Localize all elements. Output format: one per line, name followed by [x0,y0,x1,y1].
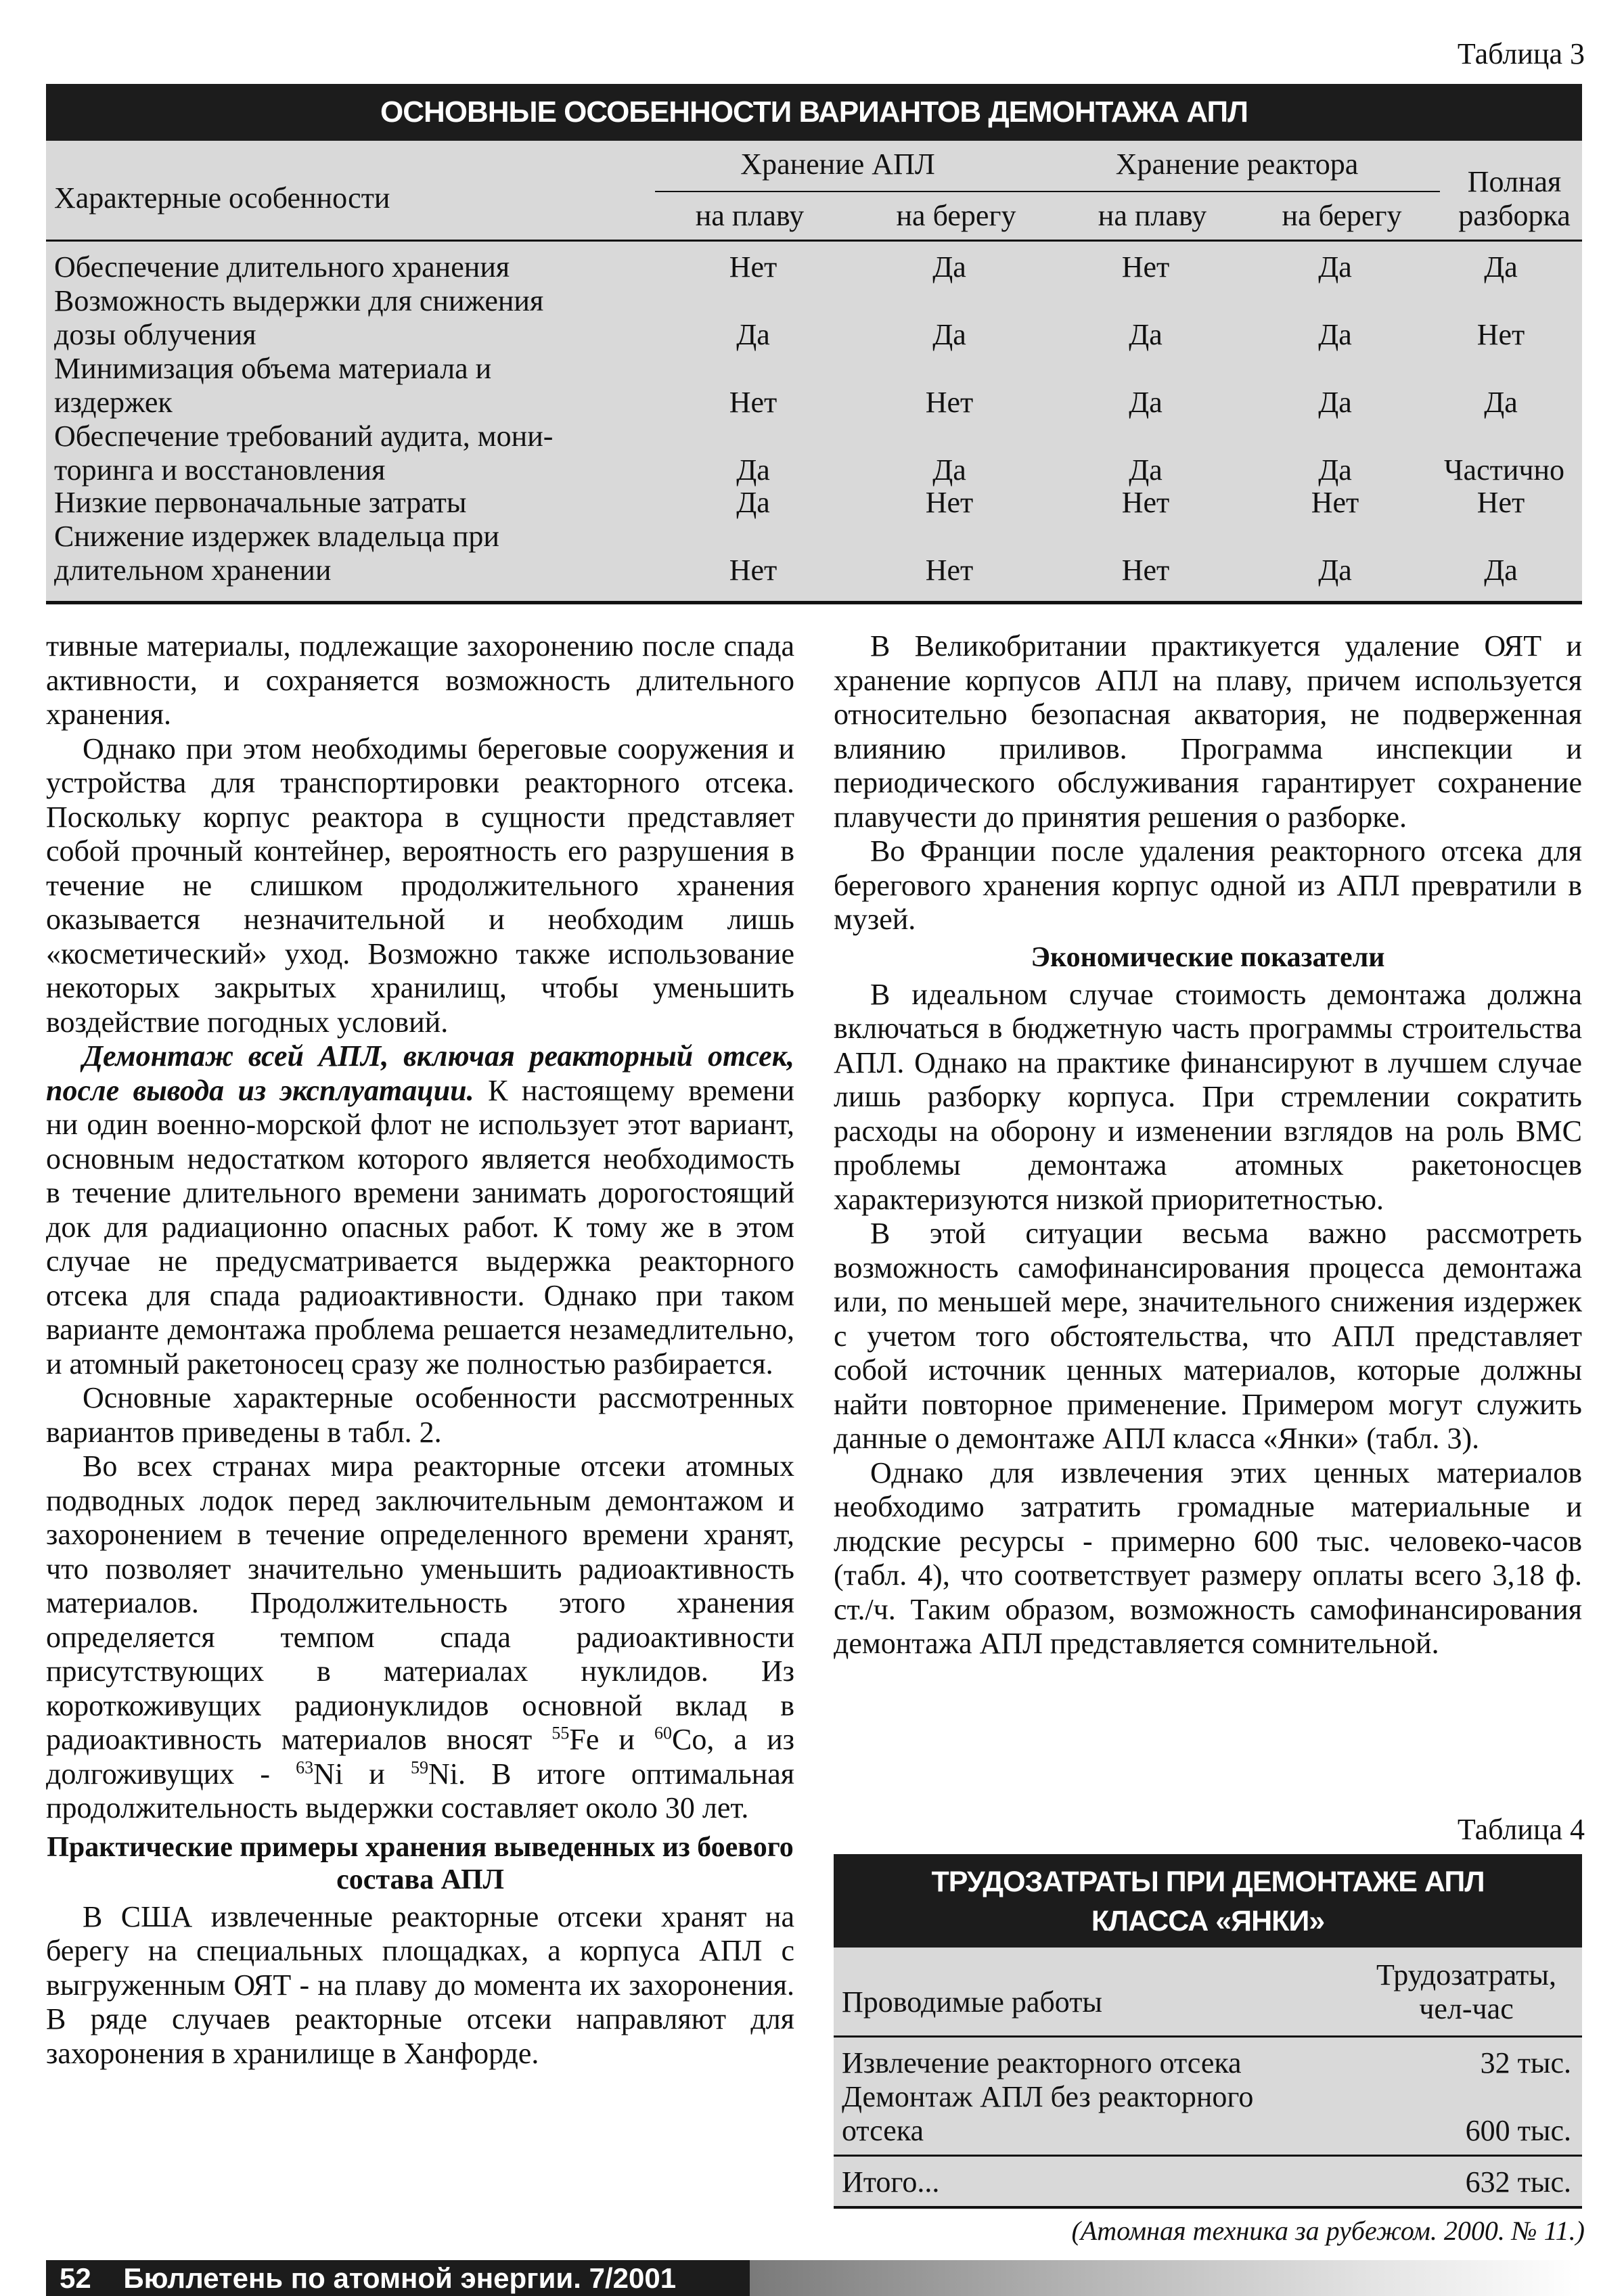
table3-sub-reactor-ashore: на берегу [1282,199,1402,232]
table4-title-line: ТРУДОЗАТРАТЫ ПРИ ДЕМОНТАЖЕ АПЛ [931,1866,1485,1898]
table3-cell: Да [1129,386,1163,419]
table4-total-rule [834,2155,1582,2157]
isotope-mass: 55 [551,1723,570,1743]
table3-header-storage-apl: Хранение АПЛ [740,148,935,181]
paragraph-text: , а из долгоживущих - [46,1723,795,1791]
table3-row-feature-cont: торинга и восстановления [54,453,386,487]
isotope-symbol: Co [672,1723,707,1756]
isotope-symbol: Ni [313,1757,344,1791]
paragraph [46,1449,794,1826]
table3-cell: Нет [925,554,974,587]
table4-total-name: Итого... [842,2165,940,2199]
table3-cell: Да [1318,318,1352,351]
paragraph: В Великобритании практикуется удаление ОЯТ и хранение корпусов АПЛ на плаву, причем используется относительно безопасная акватория, не подверженная влиянию приливов. Программа инспекции и периодического обслуживания гарантирует сохранение плавучести до принятия решения о разборке. [834,629,1582,834]
table3-bottom-rule [46,601,1582,604]
isotope-mass: 59 [410,1757,428,1777]
left-column [46,629,794,2071]
table4-bottom-rule [834,2206,1582,2209]
table3-header-divider [655,191,1440,192]
table4-row-name-cont: отсека [842,2114,924,2147]
isotope-symbol: Ni [428,1757,458,1791]
table3-cell: Да [736,318,770,351]
table3-cell: Нет [1476,318,1525,351]
table3 [46,141,1582,605]
section-heading: Практические примеры хранения выведенных из боевого состава АПЛ [47,1831,794,1895]
table3-row-feature-cont: длительном хранении [54,554,332,587]
table3-cell: Да [1484,250,1518,284]
table3-cell: Нет [729,250,777,284]
table3-label: Таблица 3 [1457,37,1585,70]
table4-title-line: КЛАССА «ЯНКИ» [1091,1905,1325,1937]
table4-row-name: Демонтаж АПЛ без реакторного [842,2080,1254,2113]
page-number: 52 [60,2262,91,2294]
table3-cell: Частично [1443,453,1565,487]
table3-row-feature: Снижение издержек владельца при [54,520,499,553]
table4-label: Таблица 4 [1457,1813,1585,1846]
paragraph: В США извлеченные реакторные отсеки хранят на берегу на специальных площадках, а корпуса АПЛ с выгруженным ОЯТ - на плаву до момента их захоронения. В ряде случаев реакторные отсеки направляют для захоронения в хранилище в Ханфорде. [46,1899,794,2070]
table3-cell: Да [1318,554,1352,587]
paragraph: тивные материалы, подлежащие захоронению после спада активности, и сохраняется возможность длительного хранения. [46,629,794,731]
isotope-mass: 60 [654,1723,673,1743]
table3-cell: Да [736,486,770,519]
table3-row-feature: Минимизация объема материала и [54,352,492,385]
table3-cell: Нет [1476,486,1525,519]
paragraph [46,1039,794,1381]
table4-header-labor: Трудозатраты, [1376,1958,1556,1991]
table3-cell: Нет [925,486,974,519]
paragraph: Во Франции после удаления реакторного отсека для берегового хранения корпус одной из АПЛ превратили в музей. [834,834,1582,936]
table3-cell: Нет [729,386,777,419]
table3-cell: Да [1484,386,1518,419]
table3-row-feature: Низкие первоначальные затраты [54,486,467,519]
paragraph-text: . В итоге оптимальная продолжительность выдержки составляет около 30 лет. [46,1757,794,1824]
table4-row-value: 600 тыс. [1465,2114,1571,2147]
right-column [834,629,1582,1661]
paragraph: В этой ситуации весьма важно рассмотреть возможность самофинансирования процесса демонтажа или, по меньшей мере, значительного снижения издержек с учетом того обстоятельства, что АПЛ представляет собой источник ценных материалов, которые должны найти повторное применение. Примером могут служить данные о демонтаже АПЛ класса «Янки» (табл. 3). [834,1217,1582,1455]
table3-cell: Да [1318,453,1352,487]
table3-cell: Да [1484,554,1518,587]
table3-cell: Да [1318,250,1352,284]
table3-cell: Нет [729,554,777,587]
table3-row-feature: Возможность выдержки для снижения [54,284,544,317]
table4-row-value: 32 тыс. [1480,2046,1571,2079]
table3-cell: Да [1318,386,1352,419]
table3-cell: Да [1129,318,1163,351]
table3-sub-apl-ashore: на берегу [896,199,1016,232]
paragraph-text: К настоящему времени ни один военно-морской флот не использует этот вариант, основным недостатком которого является необходимость в течение длительного времени занимать дорогостоящий док для радиационно опасных работ. К тому же в этом случае не предусматривается выдержка реакторного отсека для спада радиоактивности. Однако при таком варианте демонтажа проблема решается незамедлительно, и атомный ракетоносец сразу же полностью разбирается. [46,1073,794,1380]
table4-header-rule [834,2035,1582,2038]
table3-sub-reactor-afloat: на плаву [1098,199,1207,232]
table3-cell: Нет [1121,486,1170,519]
table3-row-feature: Обеспечение длительного хранения [54,250,510,284]
source-citation: (Атомная техника за рубежом. 2000. № 11.) [1071,2215,1585,2246]
table4-total-value: 632 тыс. [1465,2165,1571,2199]
table3-header-rule [46,240,1582,242]
paragraph: Однако для извлечения этих ценных материалов необходимо затратить громадные материальные и людские ресурсы - примерно 600 тыс. человеко-часов (табл. 4), что соответствует размеру оплаты всего 3,18 ф. ст./ч. Таким образом, возможность самофинансирования демонтажа АПЛ представляется сомнительной. [834,1456,1582,1660]
table3-sub-apl-afloat: на плаву [695,199,805,232]
isotope-mass: 63 [296,1757,314,1777]
paragraph: Основные характерные особенности рассмотренных вариантов приведены в табл. 2. [46,1381,794,1449]
section-heading: Экономические показатели [1031,941,1385,973]
table3-cell: Да [1129,453,1163,487]
table3-cell: Да [932,250,966,284]
table3-header-full-disassembly: Полная разборка [1458,165,1571,232]
table3-title: ОСНОВНЫЕ ОСОБЕННОСТИ ВАРИАНТОВ ДЕМОНТАЖА АПЛ [46,84,1582,141]
paragraph-lead: Демонтаж всей АПЛ, включая реакторный отсек, после вывода из эксплуатации. [46,1039,794,1107]
table3-cell: Нет [1121,554,1170,587]
table3-cell: Нет [925,386,974,419]
footer-bar [46,2260,750,2296]
paragraph: В идеальном случае стоимость демонтажа должна включаться в бюджетную часть программы строительства АПЛ. Однако на практике финансируют в лучшем случае лишь разборку корпуса. При стремлении сократить расходы на оборону и изменении взглядов на роль ВМС проблемы демонтажа атомных ракетоносцев характеризуются низкой приоритетностью. [834,977,1582,1216]
table3-row-feature: Обеспечение требований аудита, мони- [54,420,554,453]
paragraph-text: Во всех странах мира реакторные отсеки атомных подводных лодок перед заключительным демонтажом и захоронением в течение определенного времени хранят, что позволяет значительно уменьшить радиоактивность материалов. Продолжительность этого хранения определяется темпом спада радиоактивности присутствующих в материалах нуклидов. Из короткоживущих радионуклидов основной вклад в радиоактивность материалов вносят [46,1449,794,1756]
footer-texture [750,2260,1582,2296]
table3-cell: Да [932,453,966,487]
paragraph-text: и [599,1723,655,1756]
isotope-symbol: Fe [569,1723,600,1756]
paragraph: Однако при этом необходимы береговые сооружения и устройства для транспортировки реакторного отсека. Поскольку корпус реактора в сущности представляет собой прочный контейнер, вероятность его разрушения в течение не слишком продолжительного хранения оказывается незначительной и необходим лишь «косметический» уход. Возможно также использование некоторых закрытых хранилищ, чтобы уменьшить воздействие погодных условий. [46,731,794,1039]
table4-header-work: Проводимые работы [842,1985,1102,2019]
table3-cell: Нет [1311,486,1359,519]
table4-header-labor-unit: чел-час [1419,1992,1514,2025]
table3-row-feature-cont: издержек [54,386,173,419]
table4 [834,1948,1582,2209]
table3-row-feature-cont: дозы облучения [54,318,256,351]
table3-cell: Да [932,318,966,351]
table4-title [834,1854,1582,1948]
table3-cell: Нет [1121,250,1170,284]
table4-row-name: Извлечение реакторного отсека [842,2046,1242,2079]
table3-header-features: Характерные особенности [54,181,390,215]
paragraph-text: и [343,1757,411,1791]
journal-name: Бюллетень по атомной энергии. 7/2001 [123,2262,677,2294]
table3-header-storage-reactor: Хранение реактора [1115,148,1359,181]
table3-cell: Да [736,453,770,487]
